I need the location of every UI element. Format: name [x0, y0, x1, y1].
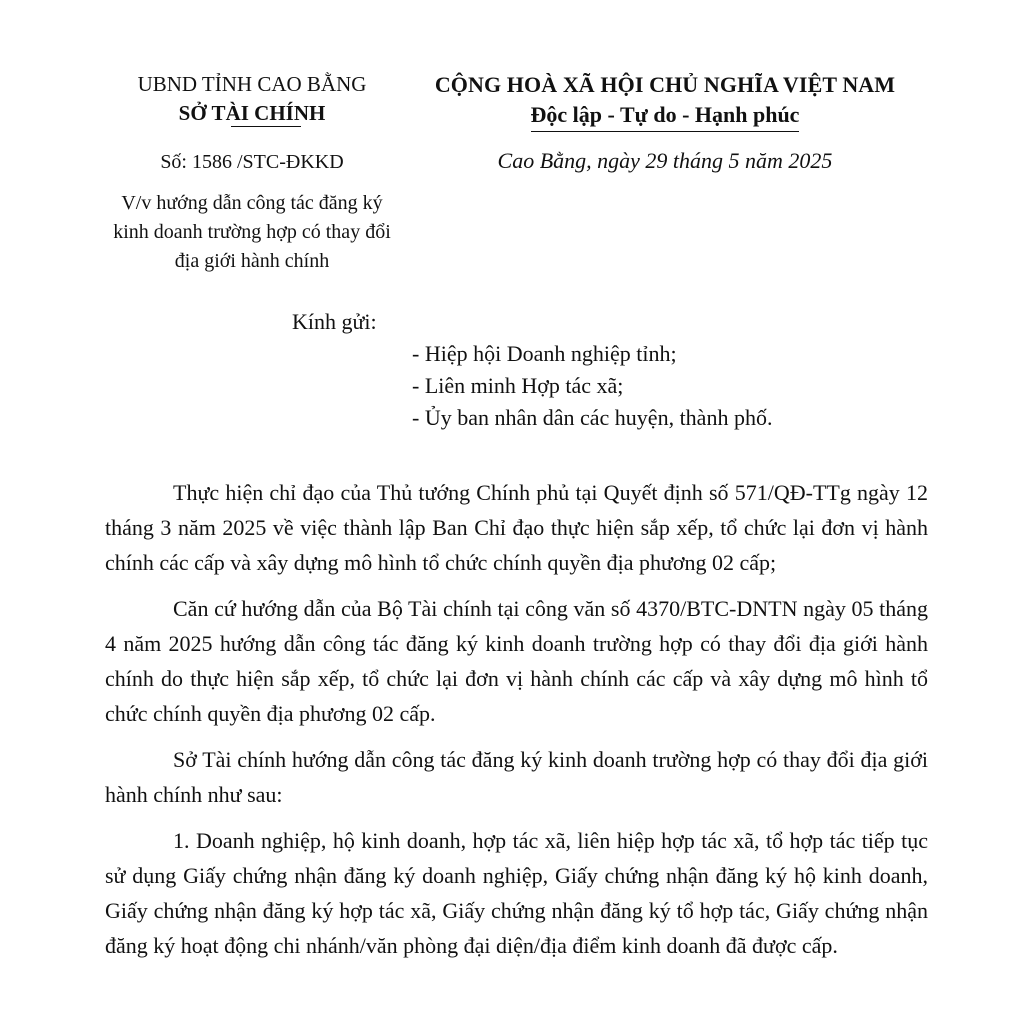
place-and-date: Cao Bằng, ngày 29 tháng 5 năm 2025 [497, 148, 833, 173]
body-paragraph: Căn cứ hướng dẫn của Bộ Tài chính tại công văn số 4370/BTC-DNTN ngày 05 tháng 4 năm 2025 hướng dẫn công tác đăng ký kinh doanh trường hợp có thay đổi địa giới hành chính do thực hiện sắp xếp, tổ chức lại đơn vị hành chính các cấp và xây dựng mô hình tổ chức chính quyền địa phương 02 cấp. [105, 596, 928, 726]
body-paragraph: 1. Doanh nghiệp, hộ kinh doanh, hợp tác xã, liên hiệp hợp tác xã, tổ hợp tác tiếp tục sử dụng Giấy chứng nhận đăng ký doanh nghiệp, Giấy chứng nhận đăng ký hộ kinh doanh, Giấy chứng nhận đăng ký hợp tác xã, Giấy chứng nhận đăng ký tổ hợp tác, Giấy chứng nhận đăng ký hoạt động chi nhánh/văn phòng đại diện/địa điểm kinh doanh đã được cấp. [105, 828, 928, 958]
recipients-block [292, 306, 932, 434]
recipient-item: - Liên minh Hợp tác xã; [412, 373, 624, 398]
national-motto: Độc lập - Tự do - Hạnh phúc [531, 100, 800, 132]
document-subject: V/v hướng dẫn công tác đăng ký kinh doanh trường hợp có thay đổi địa giới hành chính [113, 192, 391, 272]
recipient-item: - Hiệp hội Doanh nghiệp tỉnh; [412, 341, 677, 366]
document-number: Số: 1586 /STC-ĐKKD [160, 151, 344, 173]
document-body [105, 475, 928, 974]
national-title: CỘNG HOÀ XÃ HỘI CHỦ NGHĨA VIỆT NAM [434, 72, 896, 97]
national-header-block [405, 70, 925, 176]
body-paragraph: Thực hiện chỉ đạo của Thủ tướng Chính phủ tại Quyết định số 571/QĐ-TTg ngày 12 tháng 3 năm 2025 về việc thành lập Ban Chỉ đạo thực hiện sắp xếp, tổ chức lại đơn vị hành chính các cấp và xây dựng mô hình tổ chức chính quyền địa phương 02 cấp; [105, 480, 928, 575]
body-paragraph: Sở Tài chính hướng dẫn công tác đăng ký kinh doanh trường hợp có thay đổi địa giới hành chính như sau: [105, 747, 928, 807]
recipients-label: Kính gửi: [292, 309, 377, 334]
recipient-item: - Ủy ban nhân dân các huyện, thành phố. [412, 405, 773, 430]
issuing-agency-block [92, 70, 412, 276]
agency-name: SỞ TÀI CHÍNH [179, 99, 326, 128]
recipient-list [292, 338, 932, 434]
parent-agency: UBND TỈNH CAO BẰNG [137, 72, 367, 96]
